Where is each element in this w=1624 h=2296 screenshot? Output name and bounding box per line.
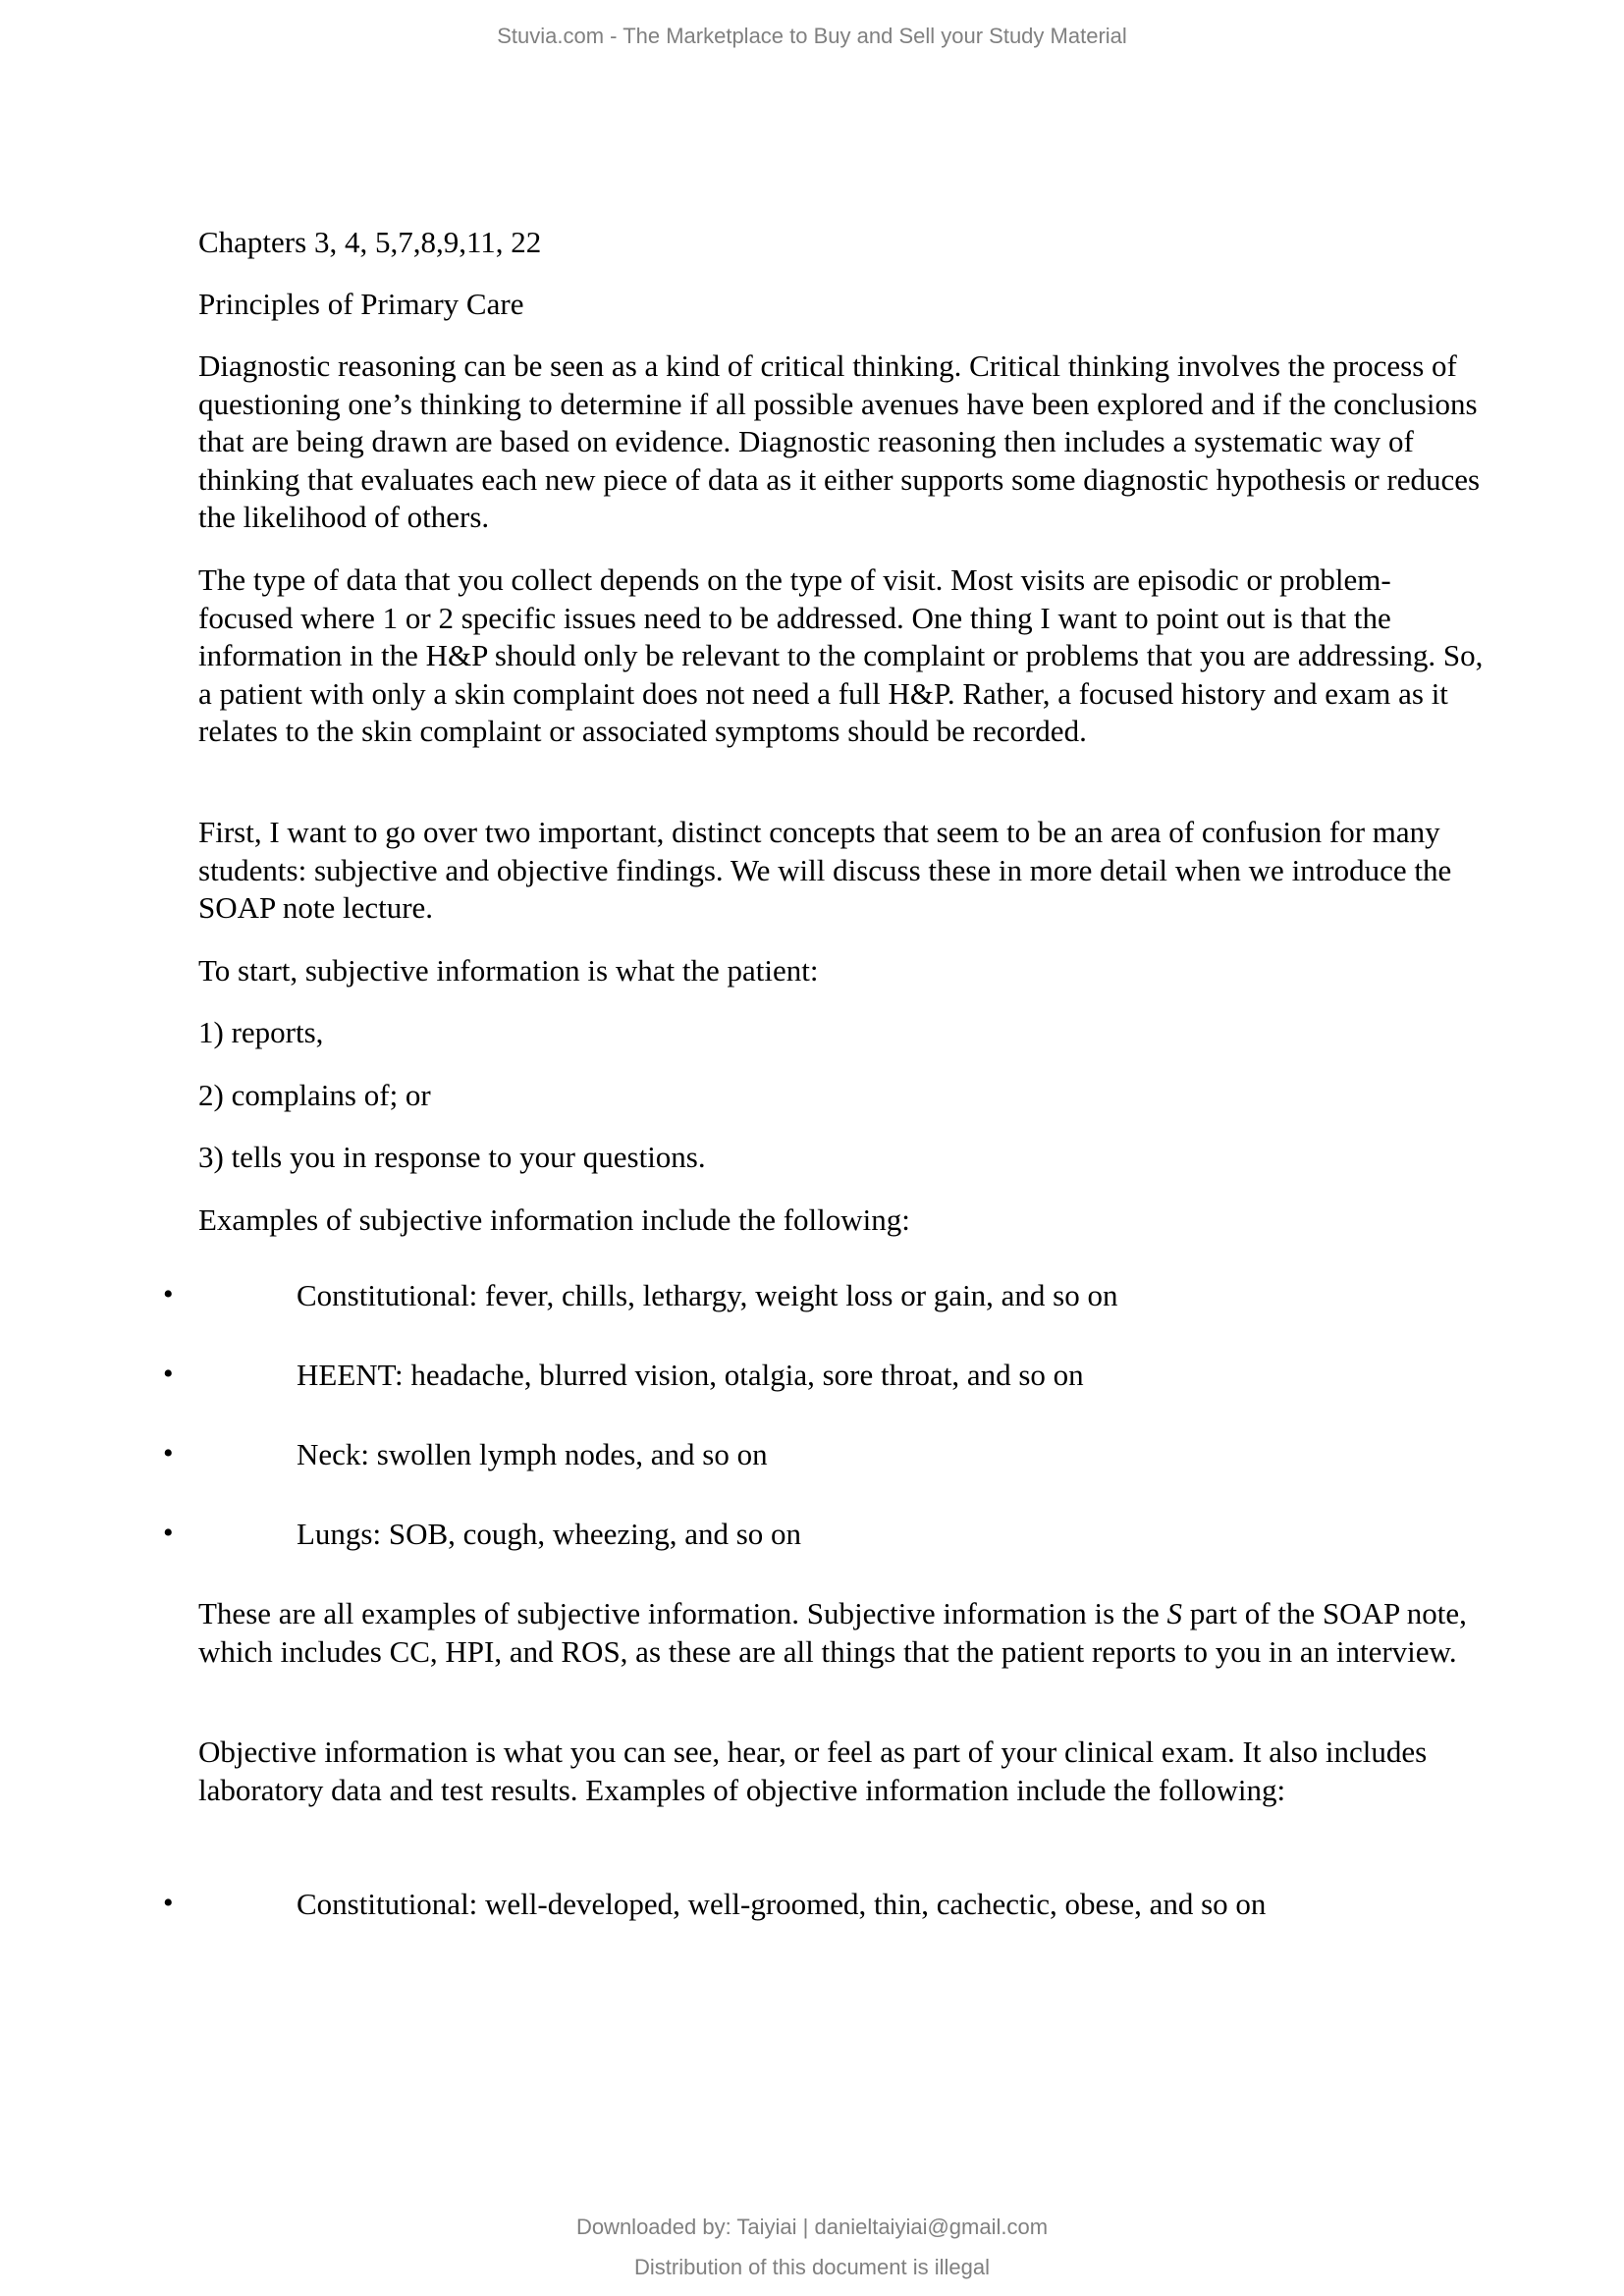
numbered-item-3: 3) tells you in response to your questions. [198, 1140, 706, 1174]
summary-italic-s: S [1166, 1596, 1183, 1630]
list-item: Lungs: SOB, cough, wheezing, and so on [297, 1517, 802, 1551]
summary-text-before: These are all examples of subjective information. Subjective information is the [198, 1596, 1167, 1630]
bullet-icon: • [163, 1437, 174, 1469]
paragraph-objective-intro: Objective information is what you can see, hear, or feel as part of your clinical exam. It also includes laboratory data and test results. Examples of objective information include the following: [198, 1735, 1428, 1807]
subjective-examples-intro: Examples of subjective information include the following: [198, 1202, 910, 1237]
bullet-icon: • [163, 1358, 174, 1390]
numbered-item-1: 1) reports, [198, 1015, 324, 1049]
bullet-icon: • [163, 1887, 174, 1919]
list-item: Constitutional: well-developed, well-groomed, thin, cachectic, obese, and so on [297, 1887, 1267, 1921]
paragraph-subjective-summary [198, 1595, 1485, 1671]
paragraph-data-type: The type of data that you collect depends on the type of visit. Most visits are episodic or problem-focused where 1 or 2 specific issues need to be addressed. One thing I want to point out is that the information in the H&P should only be relevant to the complaint or problems that you are addressing. So, a patient with only a skin complaint does not need a full H&P. Rather, a focused history and exam as it relates to the skin complaint or associated symptoms should be recorded. [198, 562, 1484, 749]
paragraph-concepts: First, I want to go over two important, distinct concepts that seem to be an area of confusion for many students: subjective and objective findings. We will discuss these in more detail when we introduce the SOAP note lecture. [198, 815, 1452, 926]
footer-distribution-notice: Distribution of this document is illegal [634, 2255, 990, 2279]
list-item: HEENT: headache, blurred vision, otalgia, sore throat, and so on [297, 1358, 1084, 1392]
chapters-line: Chapters 3, 4, 5,7,8,9,11, 22 [198, 225, 542, 259]
bullet-icon: • [163, 1278, 174, 1310]
summary-text-after: part of the SOAP note, which includes CC, HPI, and ROS, as these are all things that the patient reports to you in an interview. [198, 1596, 1467, 1669]
document-title: Principles of Primary Care [198, 287, 524, 321]
numbered-item-2: 2) complains of; or [198, 1078, 431, 1112]
bullet-icon: • [163, 1517, 174, 1549]
list-item: Neck: swollen lymph nodes, and so on [297, 1437, 768, 1471]
paragraph-diagnostic-reasoning: Diagnostic reasoning can be seen as a kind of critical thinking. Critical thinking involves the process of questioning one’s thinking to determine if all possible avenues have been explored and if the conclusions that are being drawn are based on evidence. Diagnostic reasoning then includes a systematic way of thinking that evaluates each new piece of data as it either supports some diagnostic hypothesis or reduces the likelihood of others. [198, 348, 1481, 535]
footer-downloaded-by: Downloaded by: Taiyiai | danieltaiyiai@gmail.com [575, 2215, 1049, 2239]
paragraph-subjective-start: To start, subjective information is what the patient: [198, 953, 819, 988]
list-item: Constitutional: fever, chills, lethargy, weight loss or gain, and so on [297, 1278, 1118, 1312]
stuvia-watermark-header: Stuvia.com - The Marketplace to Buy and Sell your Study Material [497, 24, 1127, 48]
